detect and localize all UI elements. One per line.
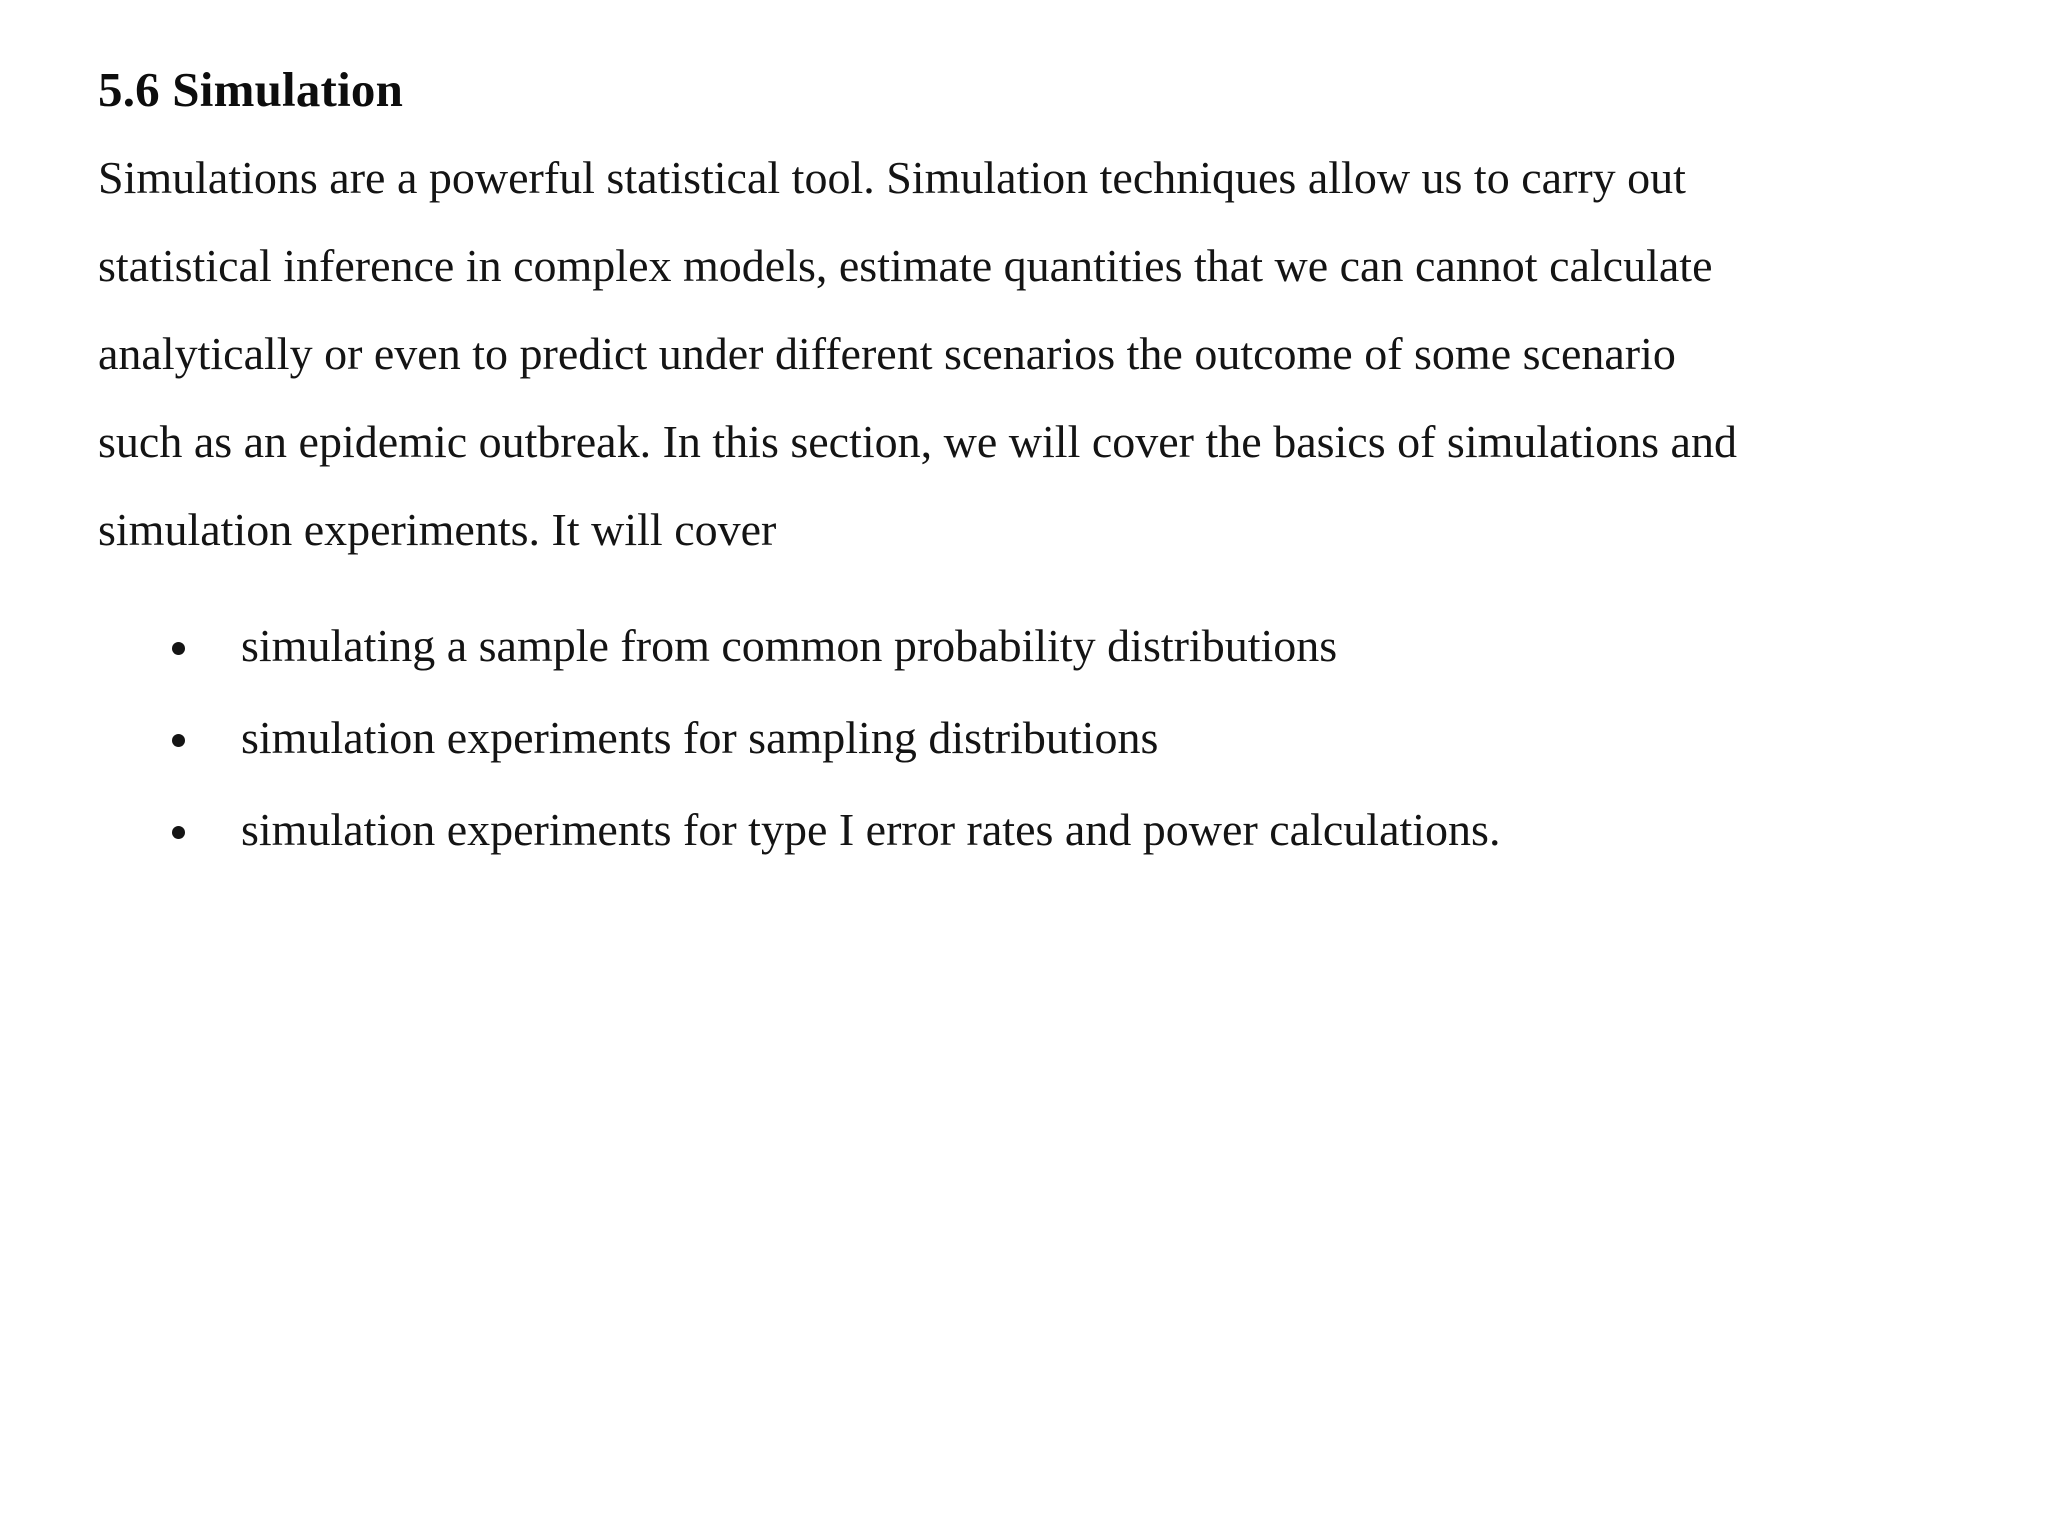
list-item-text: simulation experiments for sampling distributions (241, 712, 1159, 763)
topic-list (98, 600, 1988, 876)
intro-paragraph (98, 134, 1978, 574)
bullet-icon (172, 826, 185, 839)
paragraph-line: Simulations are a powerful statistical tool. Simulation techniques allow us to carry out (98, 152, 1686, 203)
list-item (98, 692, 1988, 784)
list-item (98, 784, 1988, 876)
document-page (98, 58, 1988, 876)
list-item-text: simulating a sample from common probability distributions (241, 620, 1338, 671)
paragraph-line: statistical inference in complex models, estimate quantities that we can cannot calculate (98, 240, 1713, 291)
section-heading: 5.6 Simulation (98, 62, 404, 117)
list-item-text: simulation experiments for type I error rates and power calculations. (241, 804, 1501, 855)
paragraph-line: analytically or even to predict under different scenarios the outcome of some scenario (98, 328, 1676, 379)
paragraph-line: such as an epidemic outbreak. In this section, we will cover the basics of simulations and (98, 416, 1737, 467)
paragraph-line: simulation experiments. It will cover (98, 504, 777, 555)
bullet-icon (172, 734, 185, 747)
bullet-icon (172, 642, 185, 655)
list-item (98, 600, 1988, 692)
